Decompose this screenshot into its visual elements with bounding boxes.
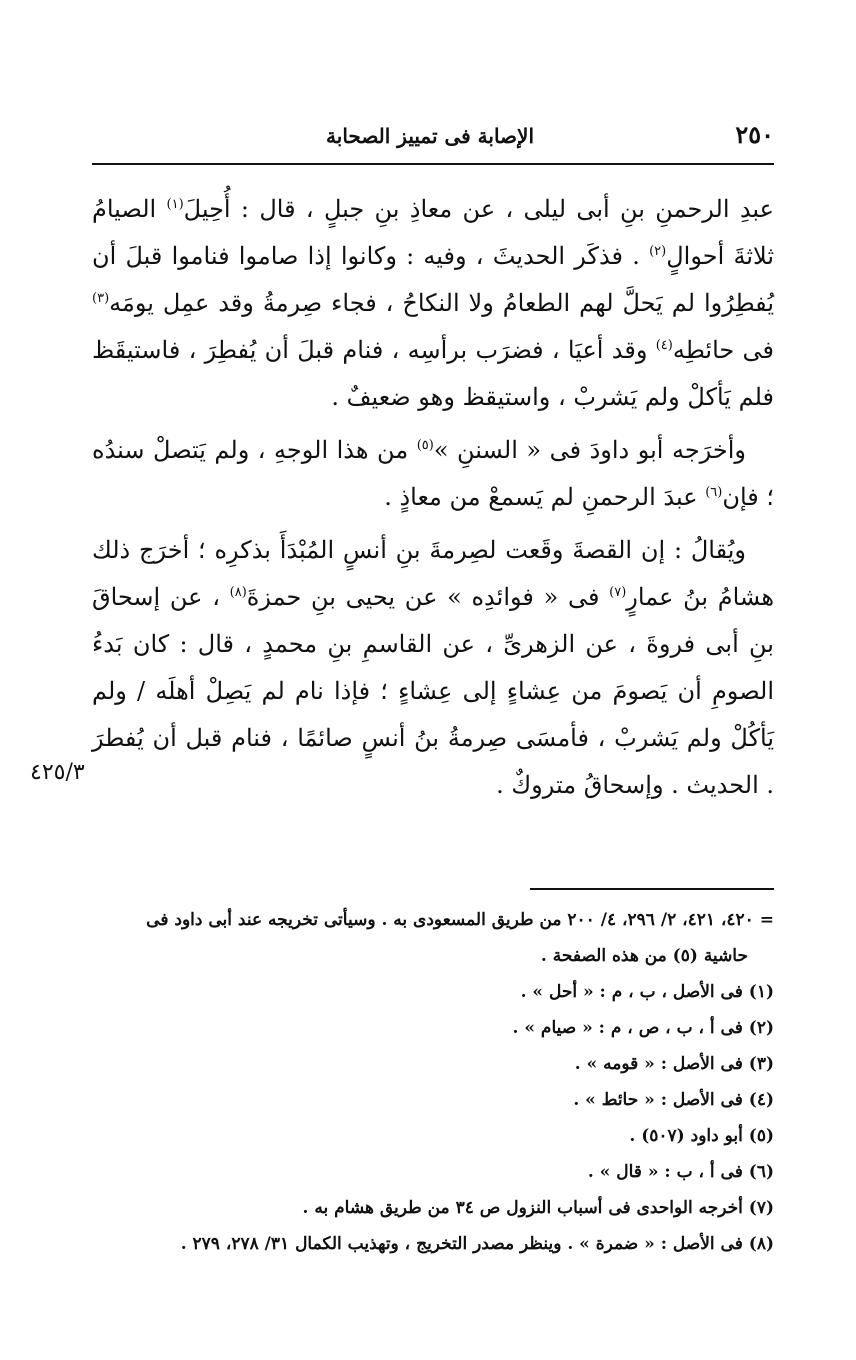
paragraph-2: وأخرَجه أبو داودَ فى « السننِ »$^{(٥)}$ من هذا الوجهِ ، ولم يَتصلْ سندُه ؛ فإن$^{(٦)}$ عبدَ الرحمنِ لم يَسمعْ من معاذٍ .	[92, 436, 774, 511]
footnote-ref-8: (٨)	[229, 585, 247, 600]
margin-reference: ٤٢٥/٣	[30, 760, 85, 785]
footnote-ref-7: (٧)	[609, 585, 627, 600]
paragraph-3: ويُقالُ : إن القصةَ وقَعت لصِرمةَ بنِ أنسٍ المُبْدَأَ بذكرِه ؛ أخرَج ذلك هشامُ بنُ عمارٍ$^{(٧)}$ فى « فوائدِه » عن يحيى بنِ حمزةَ$^{(٨)}$ ، عن إسحاقَ بنِ أبى فروةَ ، عن الزهرىِّ ، عن القاسمِ بنِ محمدٍ ، قال : كان بَدءُ الصومِ أن يَصومَ من عِشاءٍ إلى عِشاءٍ ؛ فإذا نام لم يَصِلْ أهلَه / ولم يَأكُلْ ولم يَشربْ ، فأمسَى صِرمةُ بنُ أنسٍ صائمًا ، فنام قبل أن يُفطرَ . الحديث . وإسحاقُ متروكٌ .	[92, 536, 774, 799]
page-number: ٢٥٠	[735, 120, 774, 149]
paragraph-1: عبدِ الرحمنِ بنِ أبى ليلى ، عن معاذِ بنِ جبلٍ ، قال : أُحِيلَ$^{(١)}$ الصيامُ ثلاثةَ أحوالٍ$^{(٢)}$ . فذكَر الحديثَ ، وفيه : وكانوا إذا صاموا فناموا قبلَ أن يُفطِرُوا لم يَحلَّ لهم الطعامُ ولا النكاحُ ، فجاء صِرمةُ وقد عمِل يومَه$^{(٣)}$ فى حائطِه$^{(٤)}$ وقد أعيَا ، فضرَب برأسِه ، فنام قبلَ أن يُفطِرَ ، فاستيقَظ فلم يَأكلْ ولم يَشربْ ، واستيقظ وهو ضعيفٌ .	[92, 195, 775, 411]
footnotes	[92, 902, 774, 1262]
footnote-continuation-2: حاشية (٥) من هذه الصفحة .	[540, 946, 748, 966]
footnote-rule	[530, 888, 774, 890]
main-text	[92, 186, 774, 815]
footnote-7: (٧) أخرجه الواحدى فى أسباب النزول ص ٣٤ من طريق هشام به .	[302, 1198, 774, 1218]
footnote-1: (١) فى الأصل ، ب ، م : « أحل » .	[520, 982, 774, 1002]
header-rule	[92, 163, 774, 165]
book-title: الإصابة فى تمييز الصحابة	[326, 124, 534, 148]
footnote-ref-2: (٢)	[649, 244, 667, 259]
footnote-ref-3: (٣)	[92, 291, 110, 306]
footnote-8: (٨) فى الأصل : « ضمرة » . وينظر مصدر التخريج ، وتهذيب الكمال ٣١/ ٢٧٨، ٢٧٩ .	[180, 1234, 774, 1254]
footnote-continuation: = ٤٢٠، ٤٢١، ٢/ ٢٩٦، ٤/ ٢٠٠ من طريق المسعودى به . وسيأتى تخريجه عند أبى داود فى	[146, 910, 774, 930]
footnote-6: (٦) فى أ ، ب : « قال » .	[587, 1162, 774, 1182]
footnote-5: (٥) أبو داود (٥٠٧) .	[629, 1126, 774, 1146]
footnote-ref-6: (٦)	[705, 485, 723, 500]
footnote-3: (٣) فى الأصل : « قومه » .	[574, 1054, 774, 1074]
footnote-4: (٤) فى الأصل : « حائط » .	[573, 1090, 774, 1110]
footnote-ref-5: (٥)	[416, 438, 434, 453]
running-header	[92, 120, 774, 156]
footnote-ref-1: (١)	[166, 197, 184, 212]
footnote-2: (٢) فى أ ، ب ، ص ، م : « صيام » .	[512, 1018, 774, 1038]
footnote-ref-4: (٤)	[655, 338, 673, 353]
